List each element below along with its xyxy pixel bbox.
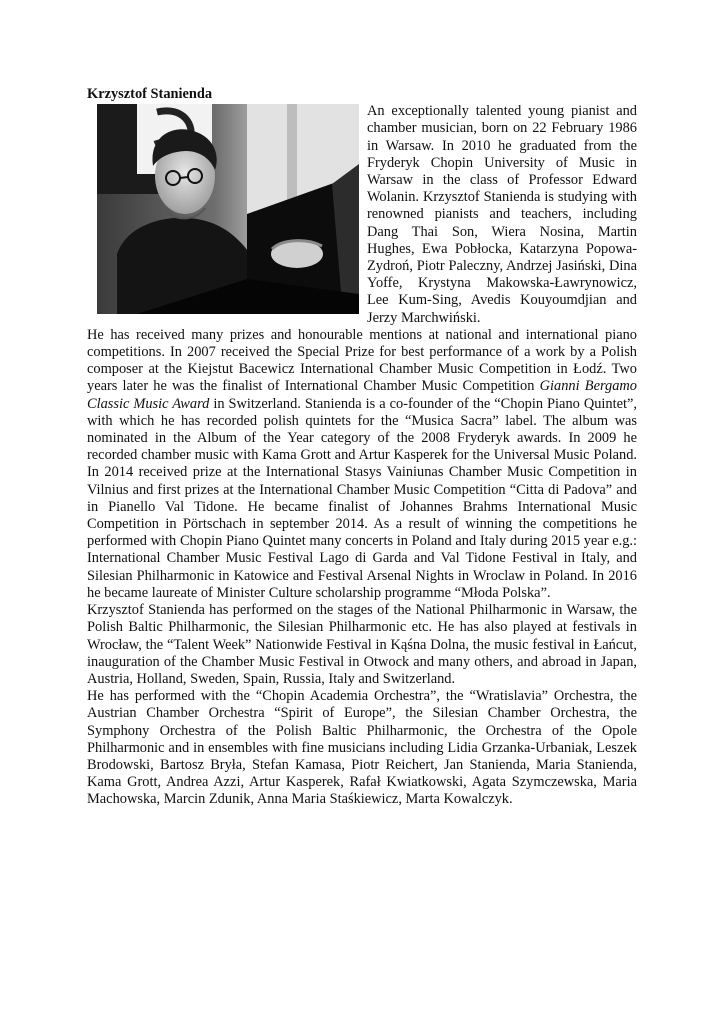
article-title: Krzysztof Stanienda <box>87 86 213 102</box>
document-page <box>87 86 637 809</box>
prizes-text-start: He has received many prizes and honourable mentions at national and international piano competitions. In 2007 received the Special Prize for best performance of a work by a Polish composer at the Kiejstut Bacewicz International Chamber Music Competition in Łodź. Two years later he was the finalist of International Chamber Music Competition <box>87 326 637 395</box>
pianist-photo <box>97 104 359 314</box>
performances-paragraph: Krzysztof Stanienda has performed on the stages of the National Philharmonic in Warsaw, the Polish Baltic Philharmonic, the Silesian Philharmonic etc. He has also played at festivals in Wrocław, the “Talent Week” Nationwide Festival in Kąśna Dolna, the music festival in Łańcut, inauguration of the Chamber Music Festival in Otwock and many others, and abroad in Japan, Austria, Holland, Sweden, Spain, Russia, Italy and Switzerland. <box>87 602 637 687</box>
award-name: Gianni Bergamo Classic Music Award <box>87 378 638 412</box>
pianist-photo-image <box>97 104 359 314</box>
ensembles-paragraph: He has performed with the “Chopin Academia Orchestra”, the “Wratislavia” Orchestra, the Austrian Chamber Orchestra “Spirit of Europe”, the Silesian Chamber Orchestra, the Symphony Orchestra of the Polish Baltic Philharmonic, the Orchestra of the Opole Philharmonic and in ensembles with fine musicians including Lidia Grzanka-Urbaniak, Leszek Brodowski, Bartosz Bryła, Stefan Kamasa, Piotr Reichert, Jan Stanienda, Maria Stanienda, Kama Grott, Andrea Azzi, Artur Kasperek, Rafał Kwiatkowski, Agata Szymczewska, Maria Machowska, Marcin Zdunik, Anna Maria Staśkiewicz, Marta Kowalczyk. <box>87 688 637 808</box>
intro-paragraph: An exceptionally talented young pianist and chamber musician, born on 22 February 1986 in Warsaw. In 2010 he graduated from the Fryderyk Chopin University of Music in Warsaw in the class of Professor Edward Wolanin. Krzysztof Stanienda is studying with renowned pianists and teachers, including Dang Thai Son, Wiera Nosina, Martin Hughes, Ewa Pobłocka, Katarzyna Popowa-Zydroń, Piotr Paleczny, Andrzej Jasiński, Dina Yoffe, Krystyna Makowska-Ławrynowicz, Lee Kum-Sing, Avedis Kouyoumdjian and Jerzy Marchwiński. <box>367 103 637 326</box>
prizes-paragraph <box>87 327 637 602</box>
prizes-text-end: in Switzerland. Stanienda is a co-founder of the “Chopin Piano Quintet”, with which he has recorded polish quintets for the “Musica Sacra” label. The album was nominated in the Album of the Year category of the 2008 Fryderyk awards. In 2009 he recorded chamber music with Kama Grott and Artur Kasperek for the Universal Music Poland. In 2014 received prize at the International Stasys Vainiunas Chamber Music Competition in Vilnius and first prizes at the International Chamber Music Competition “Citta di Padova” and in Pianello Val Tidone. He became finalist of Johannes Brahms International Music Competition in Pörtschach in september 2014. As a result of winning the competitions he performed with Chopin Piano Quintet many concerts in Poland and Italy during 2015 year e.g.: International Chamber Music Festival Lago di Garda and Val Tidone Festival in Italy, and Silesian Philharmonic in Katowice and Festival Arsenal Nights in Wroclaw in Poland. In 2016 he became laureate of Minister Culture scholarship programme “Młoda Polska”. <box>87 395 637 601</box>
